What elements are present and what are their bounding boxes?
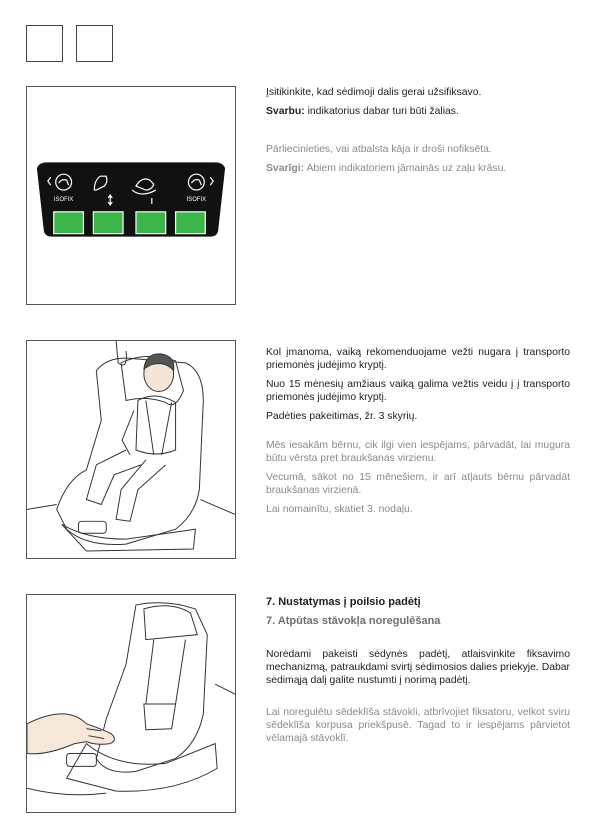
header-box-2 <box>76 25 113 62</box>
header-box-1 <box>26 25 63 62</box>
section1-lt-note <box>266 105 570 118</box>
indicator-illustration <box>26 86 236 305</box>
recline-svg <box>27 595 235 812</box>
seat-base-handle <box>79 521 107 533</box>
section2-lv-1: Mēs iesakām bērnu, cik ilgi vien iespējams, pārvadāt, lai mugura būtu vērsta pret braukšanas virzienu. <box>266 440 570 464</box>
hand-arm <box>27 714 114 754</box>
isofix-left-label: ISOFIX <box>53 196 74 203</box>
section2-text <box>266 346 570 516</box>
section1-lt-bold: Svarbu: <box>266 106 305 117</box>
section1-lt-rest: indikatorius dabar turi būti žalias. <box>304 106 459 117</box>
child-seat-illustration <box>26 340 236 559</box>
recline-headrest <box>144 606 197 640</box>
isofix-right-label: ISOFIX <box>186 196 207 203</box>
seat-base <box>62 524 196 551</box>
section2-lv-2: Vecumā, sākot no 15 mēnešiem, ir arī atļauts bērnu pārvadāt braukšanas virzienā. <box>266 472 570 496</box>
section2-lt-3: Padėties pakeitimas, žr. 3 skyrių. <box>266 411 418 422</box>
section3-body-lv: Lai noregulētu sēdeklīša stāvokli, atbrīvojiet fiksatoru, velkot sviru sēdeklīša korpusa priekšpusē. Tagad to ir iespējams pārvietot vēlamajā stāvoklī. <box>266 707 570 744</box>
child-figure <box>86 354 175 521</box>
section2-lv-3: Lai nomainītu, skatiet 3. nodaļu. <box>266 504 413 515</box>
indicator-svg <box>27 87 235 304</box>
recline-seat-base <box>67 744 218 792</box>
indicator-light-2 <box>93 212 123 234</box>
indicator-light-4 <box>176 212 206 234</box>
section1-lt-line: Įsitikinkite, kad sėdimoji dalis gerai užsifiksavo. <box>266 87 482 98</box>
section3-heading-lt: 7. Nustatymas į poilsio padėtį <box>266 596 421 608</box>
section1-lv-line: Pārliecinieties, vai atbalsta kāja ir droši nofiksēta. <box>266 144 492 155</box>
recline-seat-shell <box>96 603 207 772</box>
indicator-light-3 <box>136 212 166 234</box>
recline-harness <box>144 640 186 730</box>
section2-lt-1: Kol įmanoma, vaiką rekomenduojame vežti nugara į transporto priemonės judėjimo kryptį. <box>266 347 570 371</box>
section3-text <box>266 596 570 745</box>
section3-body-lt: Norėdami pakeisti sėdynės padėtį, atlaisvinkite fiksavimo mechanizmą, patraukdami svirtį sėdimosios dalies priekyje. Dabar sėdimąją dalį galite nustumti į norimą padėtį. <box>266 649 570 686</box>
section1-lv-rest: Abiem indikatoriem jāmainās uz zaļu krāsu. <box>304 163 507 174</box>
section1-lv-note <box>266 162 570 175</box>
seat-harness <box>146 400 172 454</box>
section1-text <box>266 86 570 175</box>
recline-illustration <box>26 594 236 813</box>
section3-heading-lv: 7. Atpūtas stāvokļa noregulēšana <box>266 615 441 627</box>
section2-lt-2: Nuo 15 mėnesių amžiaus vaiką galima vežtis veidu į į transporto priemonės judėjimo kryptį. <box>266 379 570 403</box>
car-seat-shell <box>57 358 204 544</box>
recline-release-handle <box>67 754 97 767</box>
section1-lv-bold: Svarīgi: <box>266 163 305 174</box>
child-seat-svg <box>27 341 235 558</box>
indicator-light-1 <box>54 212 84 234</box>
